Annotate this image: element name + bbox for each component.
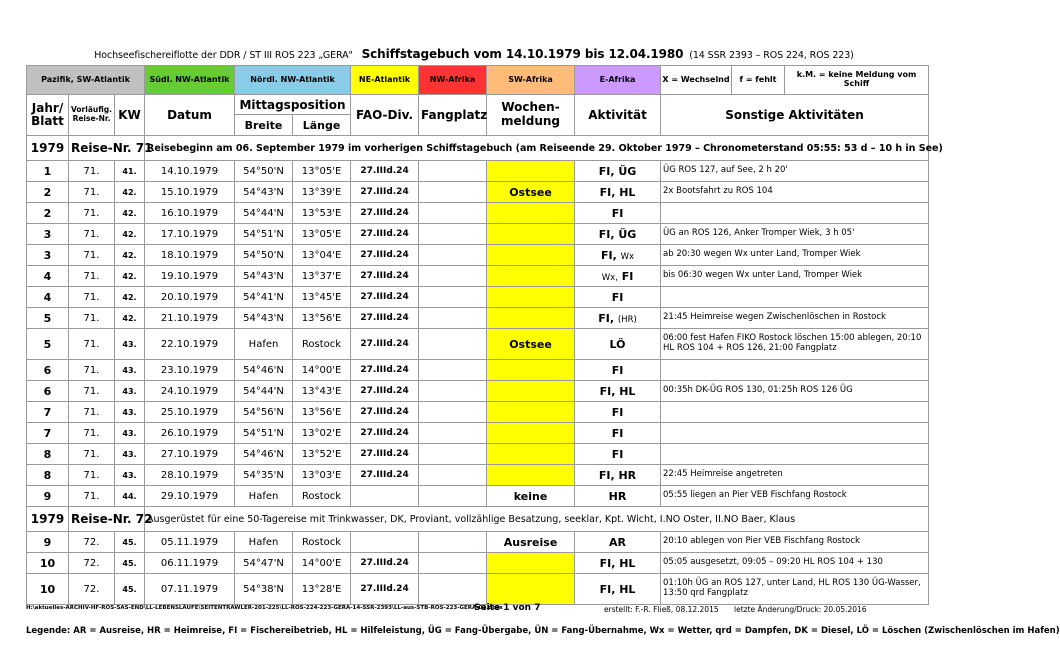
aktivitaet-main: FI (611, 447, 624, 461)
log-row (27, 287, 929, 308)
fao-cell: 27.IIId.24 (351, 381, 419, 402)
laenge-cell: 13°52'E (293, 444, 351, 465)
aktivitaet-main: FI, ÜG (598, 227, 637, 241)
datum-cell: 19.10.1979 (145, 266, 235, 287)
laenge-cell: 13°05'E (293, 224, 351, 245)
fao-cell: 27.IIId.24 (351, 203, 419, 224)
logbook-table (26, 65, 943, 605)
datum-cell: 21.10.1979 (145, 308, 235, 329)
datum-cell: 16.10.1979 (145, 203, 235, 224)
breite-cell: 54°56'N (235, 402, 293, 423)
aktivitaet-main: FI (611, 405, 624, 419)
laenge-cell: Rostock (293, 532, 351, 553)
blatt-cell: 6 (27, 360, 69, 381)
aktivitaet-cell (575, 532, 661, 553)
datum-cell: 22.10.1979 (145, 329, 235, 360)
aktivitaet-cell (575, 423, 661, 444)
aktivitaet-note: (HR) (617, 314, 637, 325)
blatt-cell: 7 (27, 402, 69, 423)
sonstige-cell (661, 360, 929, 381)
fangplatz-cell (419, 245, 487, 266)
fao-cell (351, 486, 419, 507)
voyage-year: 1979 (27, 136, 69, 161)
breite-cell: Hafen (235, 486, 293, 507)
aktivitaet-cell (575, 224, 661, 245)
aktivitaet-cell (575, 287, 661, 308)
datum-cell: 27.10.1979 (145, 444, 235, 465)
title-suffix: (14 SSR 2393 – ROS 224, ROS 223) (689, 50, 854, 61)
laenge-cell: 13°37'E (293, 266, 351, 287)
blatt-cell: 9 (27, 486, 69, 507)
fangplatz-cell (419, 266, 487, 287)
wochenmeldung-cell (487, 203, 575, 224)
breite-cell: 54°43'N (235, 182, 293, 203)
aktivitaet-main: FI, HL (599, 582, 636, 596)
breite-cell: 54°47'N (235, 553, 293, 574)
aktivitaet-main: FI (621, 269, 634, 283)
aktivitaet-main: FI (611, 426, 624, 440)
breite-cell: Hafen (235, 329, 293, 360)
wochenmeldung-cell (487, 465, 575, 486)
kw-cell: 42. (115, 203, 145, 224)
fao-cell: 27.IIId.24 (351, 287, 419, 308)
breite-cell: 54°43'N (235, 266, 293, 287)
voyage-header-row (27, 507, 929, 532)
kw-cell: 43. (115, 423, 145, 444)
fao-cell: 27.IIId.24 (351, 553, 419, 574)
fao-cell: 27.IIId.24 (351, 423, 419, 444)
datum-cell: 06.11.1979 (145, 553, 235, 574)
log-row (27, 444, 929, 465)
wochenmeldung-cell (487, 381, 575, 402)
wochenmeldung-cell (487, 266, 575, 287)
reise-nr-cell: 71. (69, 287, 115, 308)
breite-cell: 54°46'N (235, 444, 293, 465)
document-title (0, 47, 948, 61)
laenge-cell: 13°53'E (293, 203, 351, 224)
blatt-cell: 2 (27, 203, 69, 224)
title-main: Schiffstagebuch vom 14.10.1979 bis 12.04.1980 (361, 47, 684, 61)
header-aktivitaet: Aktivität (575, 95, 661, 136)
region-cell: k.M. = keine Meldung vom Schiff (785, 66, 928, 94)
blatt-cell: 8 (27, 465, 69, 486)
blatt-cell: 1 (27, 161, 69, 182)
log-row (27, 553, 929, 574)
reise-nr-cell: 71. (69, 360, 115, 381)
datum-cell: 25.10.1979 (145, 402, 235, 423)
fangplatz-cell (419, 360, 487, 381)
wochenmeldung-cell (487, 402, 575, 423)
aktivitaet-cell (575, 402, 661, 423)
kw-cell: 42. (115, 182, 145, 203)
reise-nr-cell: 71. (69, 486, 115, 507)
aktivitaet-cell (575, 360, 661, 381)
kw-cell: 45. (115, 532, 145, 553)
laenge-cell: 14°00'E (293, 360, 351, 381)
wochenmeldung-cell (487, 161, 575, 182)
sonstige-cell (661, 423, 929, 444)
aktivitaet-main: FI (611, 363, 624, 377)
fangplatz-cell (419, 444, 487, 465)
datum-cell: 29.10.1979 (145, 486, 235, 507)
breite-cell: 54°51'N (235, 423, 293, 444)
voyage-number: Reise-Nr. 72 (69, 507, 145, 532)
aktivitaet-cell (575, 245, 661, 266)
blatt-cell: 7 (27, 423, 69, 444)
header-datum: Datum (145, 95, 235, 136)
log-row (27, 360, 929, 381)
fao-cell: 27.IIId.24 (351, 224, 419, 245)
blatt-cell: 5 (27, 308, 69, 329)
log-row (27, 402, 929, 423)
reise-nr-cell: 71. (69, 465, 115, 486)
aktivitaet-note: Wx (620, 251, 635, 262)
fangplatz-cell (419, 308, 487, 329)
kw-cell: 43. (115, 402, 145, 423)
fangplatz-cell (419, 423, 487, 444)
aktivitaet-cell (575, 465, 661, 486)
voyage-number: Reise-Nr. 71 (69, 136, 145, 161)
voyage-header-row (27, 136, 929, 161)
aktivitaet-cell (575, 203, 661, 224)
header-sonstige: Sonstige Aktivitäten (661, 95, 929, 136)
breite-cell: 54°50'N (235, 245, 293, 266)
wochenmeldung-cell: keine (487, 486, 575, 507)
header-wochenmeldung: Wochen-meldung (487, 95, 575, 136)
datum-cell: 14.10.1979 (145, 161, 235, 182)
log-row (27, 161, 929, 182)
header-mittagsposition: Mittagsposition (235, 95, 351, 115)
kw-cell: 43. (115, 360, 145, 381)
sonstige-cell: 21:45 Heimreise wegen Zwischenlöschen in Rostock (661, 308, 929, 329)
fangplatz-cell (419, 465, 487, 486)
aktivitaet-cell (575, 381, 661, 402)
aktivitaet-main: FI, HL (599, 384, 636, 398)
fangplatz-cell (419, 553, 487, 574)
log-row (27, 465, 929, 486)
breite-cell: 54°43'N (235, 308, 293, 329)
kw-cell: 42. (115, 287, 145, 308)
aktivitaet-note: Wx, (601, 272, 618, 283)
laenge-cell: 14°00'E (293, 553, 351, 574)
fangplatz-cell (419, 486, 487, 507)
kw-cell: 43. (115, 381, 145, 402)
datum-cell: 17.10.1979 (145, 224, 235, 245)
fangplatz-cell (419, 182, 487, 203)
breite-cell: 54°44'N (235, 381, 293, 402)
breite-cell: 54°38'N (235, 574, 293, 605)
aktivitaet-cell (575, 329, 661, 360)
laenge-cell: 13°45'E (293, 287, 351, 308)
fao-cell: 27.IIId.24 (351, 574, 419, 605)
header-fangplatz: Fangplatz (419, 95, 487, 136)
header-jahr: Jahr/ Blatt (27, 95, 69, 136)
region-cell: E-Afrika (575, 66, 661, 95)
datum-cell: 15.10.1979 (145, 182, 235, 203)
aktivitaet-main: LÖ (609, 337, 626, 351)
reise-nr-cell: 71. (69, 245, 115, 266)
breite-cell: 54°50'N (235, 161, 293, 182)
reise-nr-cell: 71. (69, 266, 115, 287)
sonstige-cell: ÜG ROS 127, auf See, 2 h 20' (661, 161, 929, 182)
voyage-year: 1979 (27, 507, 69, 532)
fao-cell: 27.IIId.24 (351, 182, 419, 203)
region-cell: NW-Afrika (419, 66, 487, 95)
datum-cell: 05.11.1979 (145, 532, 235, 553)
log-row (27, 266, 929, 287)
sonstige-cell (661, 287, 929, 308)
laenge-cell: Rostock (293, 486, 351, 507)
reise-nr-cell: 71. (69, 308, 115, 329)
voyage-description: Reisebeginn am 06. September 1979 im vorherigen Schiffstagebuch (am Reiseende 29. Oktober 1979 – Chronometerstand 05:55: 53 d – 10 h in See) (145, 136, 929, 161)
wochenmeldung-cell (487, 287, 575, 308)
fangplatz-cell (419, 287, 487, 308)
kw-cell: 42. (115, 308, 145, 329)
laenge-cell: Rostock (293, 329, 351, 360)
sonstige-cell: 06:00 fest Hafen FIKO Rostock löschen 15:00 ablegen, 20:10 HL ROS 104 + ROS 126, 21:00 Fangplatz (661, 329, 929, 360)
aktivitaet-main: AR (609, 535, 626, 549)
laenge-cell: 13°56'E (293, 402, 351, 423)
fao-cell (351, 532, 419, 553)
wochenmeldung-cell (487, 360, 575, 381)
fangplatz-cell (419, 381, 487, 402)
fangplatz-cell (419, 329, 487, 360)
wochenmeldung-cell: Ostsee (487, 182, 575, 203)
blatt-cell: 10 (27, 553, 69, 574)
blatt-cell: 6 (27, 381, 69, 402)
blatt-cell: 3 (27, 224, 69, 245)
wochenmeldung-cell (487, 224, 575, 245)
blatt-cell: 10 (27, 574, 69, 605)
sonstige-cell: ab 20:30 wegen Wx unter Land, Tromper Wiek (661, 245, 929, 266)
wochenmeldung-cell (487, 423, 575, 444)
fangplatz-cell (419, 203, 487, 224)
breite-cell: 54°51'N (235, 224, 293, 245)
reise-nr-cell: 72. (69, 532, 115, 553)
region-legend-row (27, 66, 929, 95)
log-row (27, 203, 929, 224)
region-cell: X = Wechselnd (661, 66, 732, 94)
footer-changed: letzte Änderung/Druck: 20.05.2016 (734, 605, 867, 614)
kw-cell: 45. (115, 553, 145, 574)
laenge-cell: 13°43'E (293, 381, 351, 402)
wochenmeldung-cell (487, 308, 575, 329)
header-kw: KW (115, 95, 145, 136)
log-row (27, 381, 929, 402)
wochenmeldung-cell (487, 574, 575, 605)
kw-cell: 43. (115, 444, 145, 465)
blatt-cell: 8 (27, 444, 69, 465)
aktivitaet-main: FI, (600, 248, 617, 262)
fangplatz-cell (419, 161, 487, 182)
kw-cell: 42. (115, 224, 145, 245)
breite-cell: 54°44'N (235, 203, 293, 224)
sonstige-cell: 05:05 ausgesetzt, 09:05 – 09:20 HL ROS 104 + 130 (661, 553, 929, 574)
aktivitaet-main: FI, (598, 311, 615, 325)
sonstige-cell: bis 06:30 wegen Wx unter Land, Tromper Wiek (661, 266, 929, 287)
reise-nr-cell: 71. (69, 161, 115, 182)
footer-page: Seite 1 von 7 (474, 603, 541, 613)
voyage-description: Ausgerüstet für eine 50-Tagereise mit Trinkwasser, DK, Proviant, vollzählige Besatzung, seeklar, Kpt. Wicht, I.NO Oster, II.NO Baer, Klaus (145, 507, 929, 532)
region-cell: Pazifik, SW-Atlantik (27, 66, 145, 95)
reise-nr-cell: 72. (69, 553, 115, 574)
aktivitaet-cell (575, 444, 661, 465)
aktivitaet-main: FI, HR (598, 468, 637, 482)
blatt-cell: 5 (27, 329, 69, 360)
aktivitaet-main: FI (611, 206, 624, 220)
region-cell: f = fehlt (732, 66, 785, 94)
aktivitaet-cell (575, 182, 661, 203)
wochenmeldung-cell: Ostsee (487, 329, 575, 360)
datum-cell: 18.10.1979 (145, 245, 235, 266)
log-row (27, 245, 929, 266)
aktivitaet-cell (575, 553, 661, 574)
kw-cell: 42. (115, 266, 145, 287)
laenge-cell: 13°04'E (293, 245, 351, 266)
fangplatz-cell (419, 574, 487, 605)
log-row (27, 486, 929, 507)
wochenmeldung-cell (487, 553, 575, 574)
breite-cell: 54°46'N (235, 360, 293, 381)
fangplatz-cell (419, 402, 487, 423)
region-cell: Nördl. NW-Atlantik (235, 66, 351, 95)
reise-nr-cell: 71. (69, 224, 115, 245)
sonstige-cell (661, 402, 929, 423)
datum-cell: 23.10.1979 (145, 360, 235, 381)
sonstige-cell: 05:55 liegen an Pier VEB Fischfang Rostock (661, 486, 929, 507)
aktivitaet-main: HR (608, 489, 627, 503)
header-reise-nr: Vorläufig. Reise-Nr. (69, 95, 115, 136)
header-row (27, 95, 929, 115)
laenge-cell: 13°02'E (293, 423, 351, 444)
reise-nr-cell: 71. (69, 182, 115, 203)
wochenmeldung-cell (487, 245, 575, 266)
abbreviation-legend: Legende: AR = Ausreise, HR = Heimreise, FI = Fischereibetrieb, HL = Hilfeleistung, ÜG = Fang-Übergabe, ÜN = Fang-Übernahme, Wx = Wetter, qrd = Dampfen, DK = Diesel, LÖ = Löschen (Zwischenlöschen im Hafen) (26, 626, 1060, 636)
blatt-cell: 4 (27, 266, 69, 287)
kw-cell: 42. (115, 245, 145, 266)
sonstige-cell: 20:10 ablegen von Pier VEB Fischfang Rostock (661, 532, 929, 553)
log-row (27, 532, 929, 553)
sonstige-cell: ÜG an ROS 126, Anker Tromper Wiek, 3 h 05' (661, 224, 929, 245)
fao-cell: 27.IIId.24 (351, 402, 419, 423)
blatt-cell: 2 (27, 182, 69, 203)
sonstige-cell (661, 203, 929, 224)
log-row (27, 423, 929, 444)
fao-cell: 27.IIId.24 (351, 360, 419, 381)
reise-nr-cell: 71. (69, 381, 115, 402)
sonstige-cell: 01:10h ÜG an ROS 127, unter Land, HL ROS 130 ÜG-Wasser, 13:50 qrd Fangplatz (661, 574, 929, 605)
reise-nr-cell: 71. (69, 203, 115, 224)
wochenmeldung-cell (487, 444, 575, 465)
aktivitaet-main: FI (611, 290, 624, 304)
region-cell: NE-Atlantik (351, 66, 419, 95)
datum-cell: 07.11.1979 (145, 574, 235, 605)
log-row (27, 329, 929, 360)
header-fao: FAO-Div. (351, 95, 419, 136)
region-cell: SW-Afrika (487, 66, 575, 95)
aktivitaet-cell (575, 308, 661, 329)
blatt-cell: 3 (27, 245, 69, 266)
wochenmeldung-cell: Ausreise (487, 532, 575, 553)
blatt-cell: 9 (27, 532, 69, 553)
reise-nr-cell: 71. (69, 423, 115, 444)
fao-cell: 27.IIId.24 (351, 266, 419, 287)
laenge-cell: 13°03'E (293, 465, 351, 486)
fao-cell: 27.IIId.24 (351, 161, 419, 182)
breite-cell: 54°41'N (235, 287, 293, 308)
sonstige-cell: 2x Bootsfahrt zu ROS 104 (661, 182, 929, 203)
fao-cell: 27.IIId.24 (351, 329, 419, 360)
log-row (27, 182, 929, 203)
log-row (27, 574, 929, 605)
reise-nr-cell: 71. (69, 402, 115, 423)
sonstige-cell: 22:45 Heimreise angetreten (661, 465, 929, 486)
reise-nr-cell: 71. (69, 329, 115, 360)
laenge-cell: 13°56'E (293, 308, 351, 329)
fao-cell: 27.IIId.24 (351, 245, 419, 266)
aktivitaet-main: FI, HL (599, 556, 636, 570)
aktivitaet-cell (575, 574, 661, 605)
datum-cell: 24.10.1979 (145, 381, 235, 402)
datum-cell: 26.10.1979 (145, 423, 235, 444)
breite-cell: 54°35'N (235, 465, 293, 486)
datum-cell: 28.10.1979 (145, 465, 235, 486)
aktivitaet-cell (575, 486, 661, 507)
footer-path: H:\aktuelles-ARCHIV-HF-ROS-SAS-END\LL-LEBENSLÄUFE\SEITENTRAWLER-201-225\LL-ROS-224-223-GERA-14-SSR-2393\LL-aus-STB-ROS-223-GERA-01.docx (26, 605, 503, 611)
aktivitaet-cell (575, 161, 661, 182)
aktivitaet-main: FI, HL (599, 185, 636, 199)
aktivitaet-main: FI, ÜG (598, 164, 637, 178)
breite-cell: Hafen (235, 532, 293, 553)
laenge-cell: 13°28'E (293, 574, 351, 605)
laenge-cell: 13°39'E (293, 182, 351, 203)
title-prefix: Hochseefischereiflotte der DDR / ST III ROS 223 „GERA" (94, 50, 353, 61)
fao-cell: 27.IIId.24 (351, 308, 419, 329)
laenge-cell: 13°05'E (293, 161, 351, 182)
reise-nr-cell: 72. (69, 574, 115, 605)
kw-cell: 43. (115, 465, 145, 486)
footer-created: erstellt: F.-R. Fließ, 08.12.2015 (604, 605, 719, 614)
fangplatz-cell (419, 532, 487, 553)
kw-cell: 41. (115, 161, 145, 182)
region-cell: Südl. NW-Atlantik (145, 66, 235, 95)
fao-cell: 27.IIId.24 (351, 444, 419, 465)
kw-cell: 45. (115, 574, 145, 605)
region-cell-group (661, 66, 929, 95)
header-laenge: Länge (293, 115, 351, 136)
sonstige-cell: 00:35h DK-ÜG ROS 130, 01:25h ROS 126 ÜG (661, 381, 929, 402)
aktivitaet-cell (575, 266, 661, 287)
sonstige-cell (661, 444, 929, 465)
fangplatz-cell (419, 224, 487, 245)
log-row (27, 308, 929, 329)
kw-cell: 43. (115, 329, 145, 360)
kw-cell: 44. (115, 486, 145, 507)
header-breite: Breite (235, 115, 293, 136)
datum-cell: 20.10.1979 (145, 287, 235, 308)
fao-cell: 27.IIId.24 (351, 465, 419, 486)
blatt-cell: 4 (27, 287, 69, 308)
reise-nr-cell: 71. (69, 444, 115, 465)
log-row (27, 224, 929, 245)
